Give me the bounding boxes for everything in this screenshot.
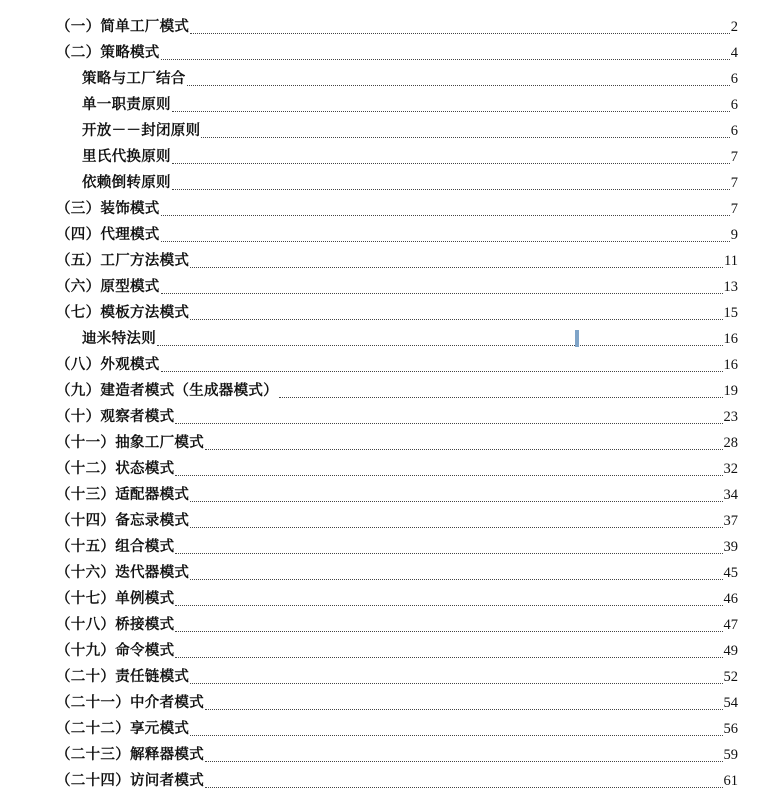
toc-entry[interactable] xyxy=(56,612,738,638)
toc-entry-title: （六）原型模式 xyxy=(56,279,160,295)
toc-entry-title: （十六）迭代器模式 xyxy=(56,565,190,581)
toc-entry[interactable] xyxy=(56,222,738,248)
toc-entry-page-number: 7 xyxy=(730,149,738,165)
toc-entry[interactable] xyxy=(56,560,738,586)
dot-leader xyxy=(161,214,730,216)
dot-leader xyxy=(175,422,722,424)
toc-entry-title: （二十三）解释器模式 xyxy=(56,747,204,763)
toc-entry-page-number: 4 xyxy=(730,45,738,61)
toc-entry-page-number: 6 xyxy=(730,123,738,139)
dot-leader xyxy=(205,708,723,710)
toc-entry-title: （十一）抽象工厂模式 xyxy=(56,435,204,451)
dot-leader xyxy=(190,500,722,502)
toc-entry[interactable] xyxy=(56,690,738,716)
toc-entry[interactable] xyxy=(56,248,738,274)
dot-leader xyxy=(190,32,730,34)
dot-leader xyxy=(161,370,723,372)
toc-entry[interactable] xyxy=(56,92,738,118)
toc-entry-title: （五）工厂方法模式 xyxy=(56,253,190,269)
toc-entry[interactable] xyxy=(56,352,738,378)
toc-entry-title: （十二）状态模式 xyxy=(56,461,175,477)
toc-entry-title: （十五）组合模式 xyxy=(56,539,175,555)
dot-leader xyxy=(205,786,723,788)
text-cursor xyxy=(575,330,579,347)
toc-entry-page-number: 23 xyxy=(723,409,738,425)
toc-entry-page-number: 7 xyxy=(730,201,738,217)
toc-entry-title: 迪米特法则 xyxy=(82,331,156,347)
dot-leader xyxy=(190,318,722,320)
toc-entry[interactable] xyxy=(56,144,738,170)
toc-entry-page-number: 6 xyxy=(730,97,738,113)
dot-leader xyxy=(157,344,723,346)
toc-entry-page-number: 37 xyxy=(723,513,738,529)
toc-entry-title: 依赖倒转原则 xyxy=(82,175,171,191)
dot-leader xyxy=(175,474,722,476)
toc-entry[interactable] xyxy=(56,768,738,794)
toc-entry-page-number: 32 xyxy=(723,461,738,477)
toc-entry-title: 单一职责原则 xyxy=(82,97,171,113)
toc-entry[interactable] xyxy=(56,534,738,560)
toc-entry-title: （一）简单工厂模式 xyxy=(56,19,190,35)
toc-entry-page-number: 34 xyxy=(723,487,738,503)
toc-entry[interactable] xyxy=(56,326,738,352)
toc-entry-title: （十九）命令模式 xyxy=(56,643,175,659)
toc-entry-page-number: 49 xyxy=(723,643,738,659)
toc-entry-page-number: 2 xyxy=(730,19,738,35)
toc-entry-title: （十八）桥接模式 xyxy=(56,617,175,633)
dot-leader xyxy=(172,188,730,190)
toc-entry-title: 开放－－封闭原则 xyxy=(82,123,201,139)
toc-entry-title: （十）观察者模式 xyxy=(56,409,175,425)
toc-entry-page-number: 45 xyxy=(723,565,738,581)
toc-entry-title: （七）模板方法模式 xyxy=(56,305,190,321)
dot-leader xyxy=(190,682,722,684)
dot-leader xyxy=(172,110,730,112)
toc-entry[interactable] xyxy=(56,716,738,742)
toc-entry-title: （三）装饰模式 xyxy=(56,201,160,217)
toc-entry-page-number: 11 xyxy=(724,253,738,269)
dot-leader xyxy=(175,604,722,606)
dot-leader xyxy=(190,578,722,580)
toc-entry-title: （八）外观模式 xyxy=(56,357,160,373)
toc-entry[interactable] xyxy=(56,300,738,326)
dot-leader xyxy=(190,526,722,528)
toc-entry[interactable] xyxy=(56,482,738,508)
toc-entry-page-number: 15 xyxy=(723,305,738,321)
toc-entry-page-number: 16 xyxy=(723,331,738,347)
toc-entry[interactable] xyxy=(56,196,738,222)
toc-entry-title: 里氏代换原则 xyxy=(82,149,171,165)
toc-entry-page-number: 54 xyxy=(723,695,738,711)
toc-entry[interactable] xyxy=(56,118,738,144)
toc-entry[interactable] xyxy=(56,404,738,430)
toc-entry-page-number: 56 xyxy=(723,721,738,737)
toc-entry-title: （二）策略模式 xyxy=(56,45,160,61)
toc-entry[interactable] xyxy=(56,664,738,690)
toc-entry[interactable] xyxy=(56,378,738,404)
toc-entry-page-number: 19 xyxy=(723,383,738,399)
table-of-contents xyxy=(56,14,738,794)
toc-entry[interactable] xyxy=(56,742,738,768)
toc-entry-title: 策略与工厂结合 xyxy=(82,71,186,87)
toc-entry[interactable] xyxy=(56,430,738,456)
toc-entry-title: （九）建造者模式（生成器模式） xyxy=(56,383,278,399)
toc-entry-title: （二十二）享元模式 xyxy=(56,721,190,737)
toc-entry-page-number: 13 xyxy=(723,279,738,295)
toc-entry-title: （二十一）中介者模式 xyxy=(56,695,204,711)
toc-entry-title: （四）代理模式 xyxy=(56,227,160,243)
toc-entry-page-number: 59 xyxy=(723,747,738,763)
toc-entry[interactable] xyxy=(56,638,738,664)
dot-leader xyxy=(190,734,722,736)
toc-entry[interactable] xyxy=(56,586,738,612)
toc-entry[interactable] xyxy=(56,508,738,534)
dot-leader xyxy=(190,266,723,268)
dot-leader xyxy=(175,552,722,554)
toc-entry-page-number: 16 xyxy=(723,357,738,373)
toc-entry[interactable] xyxy=(56,66,738,92)
dot-leader xyxy=(279,396,723,398)
toc-entry-title: （十三）适配器模式 xyxy=(56,487,190,503)
toc-entry-page-number: 28 xyxy=(723,435,738,451)
dot-leader xyxy=(201,136,729,138)
dot-leader xyxy=(161,240,730,242)
toc-entry-page-number: 9 xyxy=(730,227,738,243)
toc-entry[interactable] xyxy=(56,274,738,300)
toc-entry[interactable] xyxy=(56,40,738,66)
toc-entry-page-number: 39 xyxy=(723,539,738,555)
toc-entry-page-number: 52 xyxy=(723,669,738,685)
toc-entry[interactable] xyxy=(56,14,738,40)
dot-leader xyxy=(205,448,723,450)
toc-entry-page-number: 61 xyxy=(723,773,738,789)
toc-entry-page-number: 46 xyxy=(723,591,738,607)
toc-entry-page-number: 7 xyxy=(730,175,738,191)
dot-leader xyxy=(161,292,723,294)
toc-entry[interactable] xyxy=(56,456,738,482)
dot-leader xyxy=(175,630,722,632)
toc-entry-title: （二十）责任链模式 xyxy=(56,669,190,685)
dot-leader xyxy=(161,58,730,60)
toc-entry-title: （十四）备忘录模式 xyxy=(56,513,190,529)
toc-entry-page-number: 47 xyxy=(723,617,738,633)
toc-entry[interactable] xyxy=(56,170,738,196)
dot-leader xyxy=(172,162,730,164)
dot-leader xyxy=(175,656,722,658)
dot-leader xyxy=(205,760,723,762)
toc-entry-title: （十七）单例模式 xyxy=(56,591,175,607)
toc-entry-page-number: 6 xyxy=(730,71,738,87)
toc-entry-title: （二十四）访问者模式 xyxy=(56,773,204,789)
dot-leader xyxy=(187,84,730,86)
